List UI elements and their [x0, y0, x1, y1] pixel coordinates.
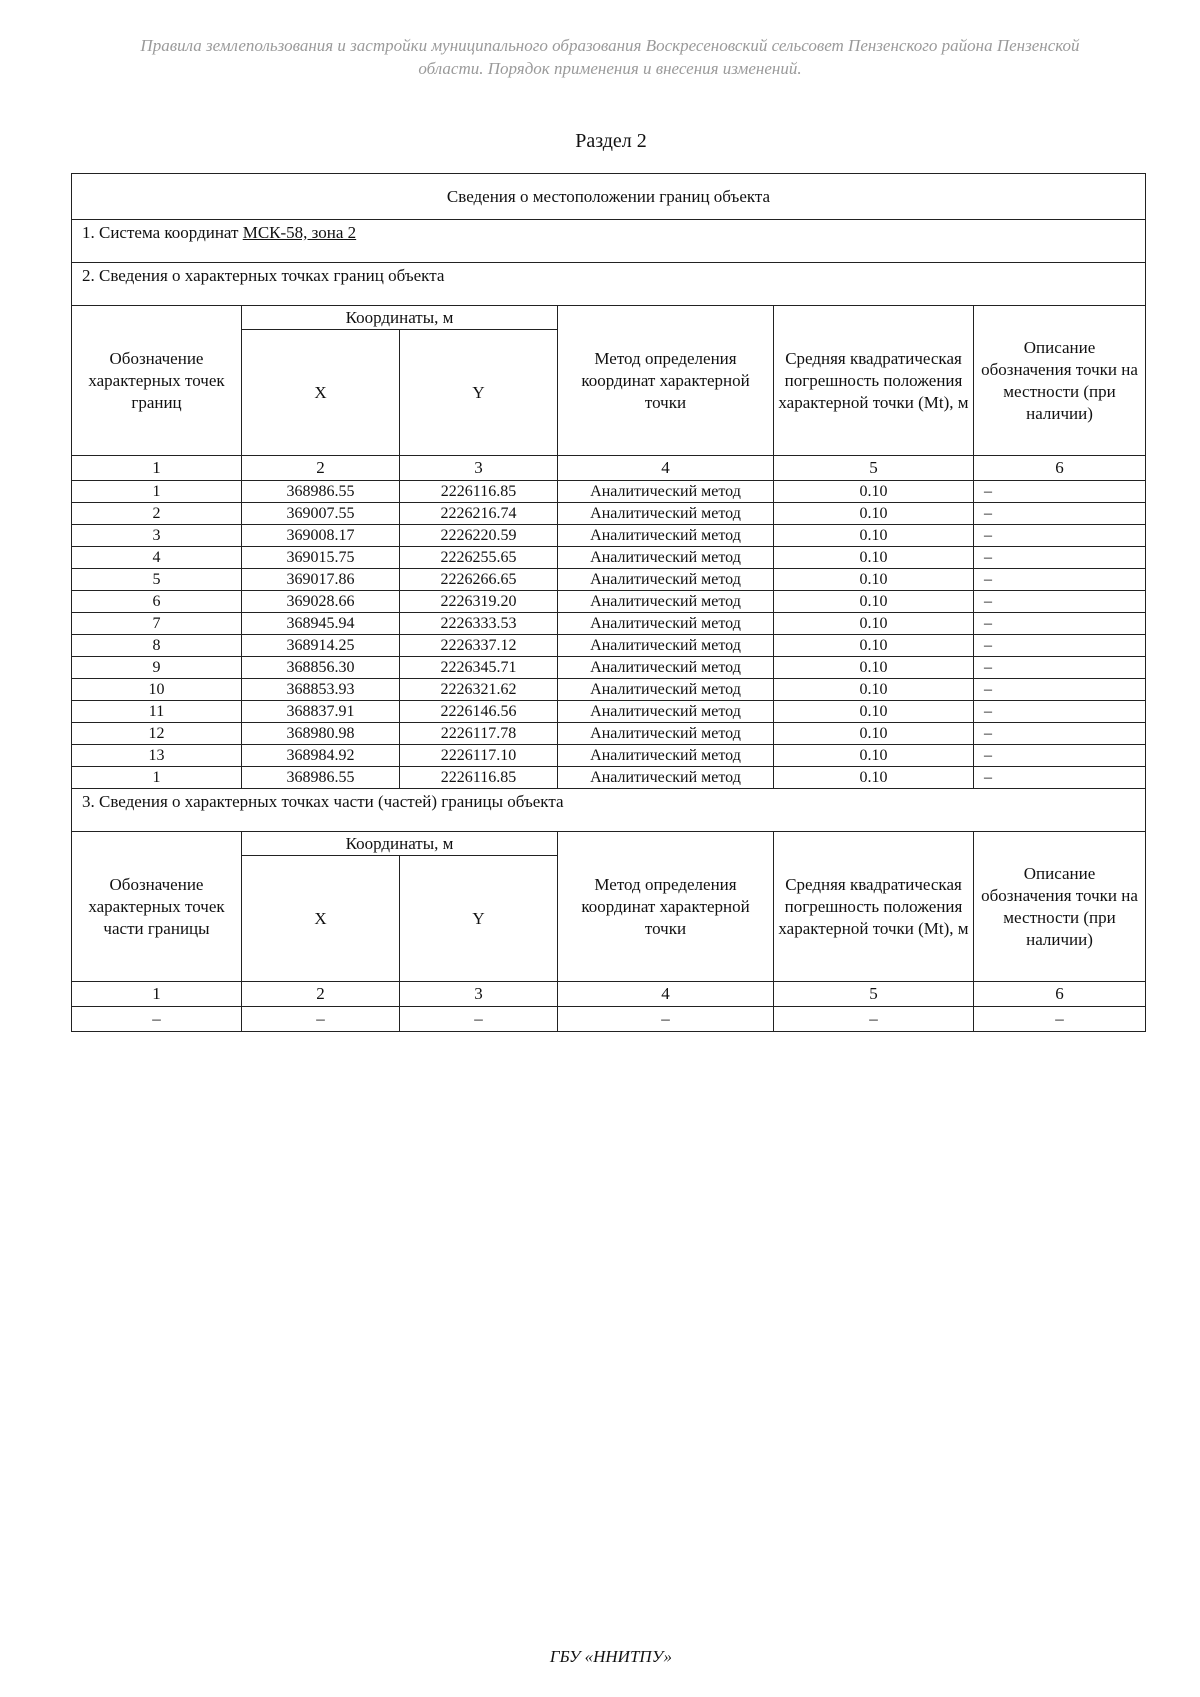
column-number: 2 [242, 982, 400, 1007]
point-method: Аналитический метод [558, 701, 774, 723]
table-row [72, 569, 1146, 591]
point-method: Аналитический метод [558, 591, 774, 613]
point-y: 2226216.74 [400, 503, 558, 525]
column-number: 6 [974, 456, 1146, 481]
parts-cell: – [72, 1007, 242, 1032]
table-row [72, 767, 1146, 789]
point-y: 2226116.85 [400, 481, 558, 503]
point-id: 13 [72, 745, 242, 767]
point-method: Аналитический метод [558, 481, 774, 503]
point-error: 0.10 [774, 547, 974, 569]
point-y: 2226266.65 [400, 569, 558, 591]
parts-column-numbers [72, 982, 1146, 1007]
point-id: 10 [72, 679, 242, 701]
table-row [72, 481, 1146, 503]
point-method: Аналитический метод [558, 613, 774, 635]
parts-header-coords: Координаты, м [242, 832, 558, 856]
point-id: 1 [72, 481, 242, 503]
points-header-description: Описание обозначения точки на местности (при наличии) [974, 306, 1146, 456]
parts-cell: – [974, 1007, 1146, 1032]
point-y: 2226220.59 [400, 525, 558, 547]
point-x: 368914.25 [242, 635, 400, 657]
point-method: Аналитический метод [558, 657, 774, 679]
points-section-row [72, 263, 1146, 306]
table-row [72, 745, 1146, 767]
point-method: Аналитический метод [558, 745, 774, 767]
point-error: 0.10 [774, 723, 974, 745]
point-description: – [974, 635, 1146, 657]
parts-header-y: Y [400, 856, 558, 982]
points-column-numbers [72, 456, 1146, 481]
point-description: – [974, 701, 1146, 723]
parts-cell: – [774, 1007, 974, 1032]
parts-section-row [72, 789, 1146, 832]
point-y: 2226333.53 [400, 613, 558, 635]
point-id: 4 [72, 547, 242, 569]
point-id: 1 [72, 767, 242, 789]
table-row [72, 613, 1146, 635]
points-section-title: 2. Сведения о характерных точках границ объекта [72, 263, 1146, 306]
table-row [72, 679, 1146, 701]
point-y: 2226255.65 [400, 547, 558, 569]
parts-data-row [72, 1007, 1146, 1032]
table-row [72, 657, 1146, 679]
point-y: 2226321.62 [400, 679, 558, 701]
point-x: 369015.75 [242, 547, 400, 569]
point-x: 368980.98 [242, 723, 400, 745]
column-number: 3 [400, 982, 558, 1007]
column-number: 4 [558, 982, 774, 1007]
column-number: 1 [72, 456, 242, 481]
point-description: – [974, 745, 1146, 767]
points-header-method: Метод определения координат характерной точки [558, 306, 774, 456]
table-row [72, 635, 1146, 657]
point-description: – [974, 591, 1146, 613]
point-description: – [974, 657, 1146, 679]
points-header-y: Y [400, 330, 558, 456]
point-id: 6 [72, 591, 242, 613]
table-row [72, 503, 1146, 525]
point-error: 0.10 [774, 591, 974, 613]
point-error: 0.10 [774, 767, 974, 789]
point-error: 0.10 [774, 635, 974, 657]
point-method: Аналитический метод [558, 723, 774, 745]
point-x: 368986.55 [242, 481, 400, 503]
point-method: Аналитический метод [558, 569, 774, 591]
coord-system-label: 1. Система координат [82, 223, 239, 242]
column-number: 5 [774, 456, 974, 481]
point-error: 0.10 [774, 701, 974, 723]
table-title: Сведения о местоположении границ объекта [72, 174, 1146, 220]
point-x: 369017.86 [242, 569, 400, 591]
point-x: 368986.55 [242, 767, 400, 789]
point-x: 368856.30 [242, 657, 400, 679]
point-id: 3 [72, 525, 242, 547]
point-error: 0.10 [774, 613, 974, 635]
point-method: Аналитический метод [558, 503, 774, 525]
parts-section-title: 3. Сведения о характерных точках части (частей) границы объекта [72, 789, 1146, 832]
point-id: 11 [72, 701, 242, 723]
coord-system-row [72, 220, 1146, 263]
point-id: 7 [72, 613, 242, 635]
column-number: 2 [242, 456, 400, 481]
point-id: 8 [72, 635, 242, 657]
point-description: – [974, 723, 1146, 745]
point-description: – [974, 569, 1146, 591]
table-row [72, 701, 1146, 723]
section-title: Раздел 2 [575, 130, 647, 152]
points-header-col1: Обозначение характерных точек границ [72, 306, 242, 456]
point-description: – [974, 503, 1146, 525]
parts-header-x: X [242, 856, 400, 982]
point-description: – [974, 767, 1146, 789]
point-error: 0.10 [774, 657, 974, 679]
point-error: 0.10 [774, 679, 974, 701]
coord-system-value: МСК-58, зона 2 [242, 223, 357, 242]
point-x: 368837.91 [242, 701, 400, 723]
column-number: 5 [774, 982, 974, 1007]
point-x: 368945.94 [242, 613, 400, 635]
point-x: 369007.55 [242, 503, 400, 525]
point-y: 2226337.12 [400, 635, 558, 657]
point-error: 0.10 [774, 745, 974, 767]
point-id: 12 [72, 723, 242, 745]
point-y: 2226345.71 [400, 657, 558, 679]
coord-system-cell [72, 220, 1146, 263]
page-footer: ГБУ «ННИТПУ» [549, 1647, 673, 1666]
parts-cell: – [242, 1007, 400, 1032]
points-header-error-text: Средняя квадратическая погрешность положения характерной точки (Mt), м [778, 348, 969, 412]
table-title-row [72, 174, 1146, 220]
points-header-error [774, 306, 974, 456]
parts-header-description: Описание обозначения точки на местности (при наличии) [974, 832, 1146, 982]
points-header-coords: Координаты, м [242, 306, 558, 330]
points-header-row-top [72, 306, 1146, 330]
point-method: Аналитический метод [558, 547, 774, 569]
point-y: 2226117.10 [400, 745, 558, 767]
table-row [72, 591, 1146, 613]
running-header: Правила землепользования и застройки муниципального образования Воскресеновский сельсовет Пензенского района Пензенской области. Порядок применения и внесения изменений. [140, 36, 1080, 78]
point-y: 2226117.78 [400, 723, 558, 745]
column-number: 4 [558, 456, 774, 481]
point-id: 5 [72, 569, 242, 591]
points-header-x: X [242, 330, 400, 456]
point-error: 0.10 [774, 481, 974, 503]
point-description: – [974, 679, 1146, 701]
parts-cell: – [400, 1007, 558, 1032]
point-description: – [974, 481, 1146, 503]
point-error: 0.10 [774, 569, 974, 591]
point-method: Аналитический метод [558, 679, 774, 701]
column-number: 3 [400, 456, 558, 481]
point-description: – [974, 547, 1146, 569]
point-description: – [974, 525, 1146, 547]
point-x: 368984.92 [242, 745, 400, 767]
point-id: 2 [72, 503, 242, 525]
point-x: 369008.17 [242, 525, 400, 547]
point-method: Аналитический метод [558, 525, 774, 547]
column-number: 1 [72, 982, 242, 1007]
parts-cell: – [558, 1007, 774, 1032]
point-method: Аналитический метод [558, 635, 774, 657]
parts-header-error: Средняя квадратическая погрешность положения характерной точки (Mt), м [774, 832, 974, 982]
point-x: 369028.66 [242, 591, 400, 613]
point-y: 2226146.56 [400, 701, 558, 723]
point-error: 0.10 [774, 525, 974, 547]
point-description: – [974, 613, 1146, 635]
column-number: 6 [974, 982, 1146, 1007]
point-method: Аналитический метод [558, 767, 774, 789]
table-row [72, 547, 1146, 569]
table-row [72, 525, 1146, 547]
parts-header-col1: Обозначение характерных точек части границы [72, 832, 242, 982]
point-y: 2226319.20 [400, 591, 558, 613]
point-id: 9 [72, 657, 242, 679]
point-y: 2226116.85 [400, 767, 558, 789]
table-row [72, 723, 1146, 745]
boundary-table [71, 173, 1146, 1032]
point-x: 368853.93 [242, 679, 400, 701]
parts-header-row-top [72, 832, 1146, 856]
parts-header-method: Метод определения координат характерной точки [558, 832, 774, 982]
point-error: 0.10 [774, 503, 974, 525]
